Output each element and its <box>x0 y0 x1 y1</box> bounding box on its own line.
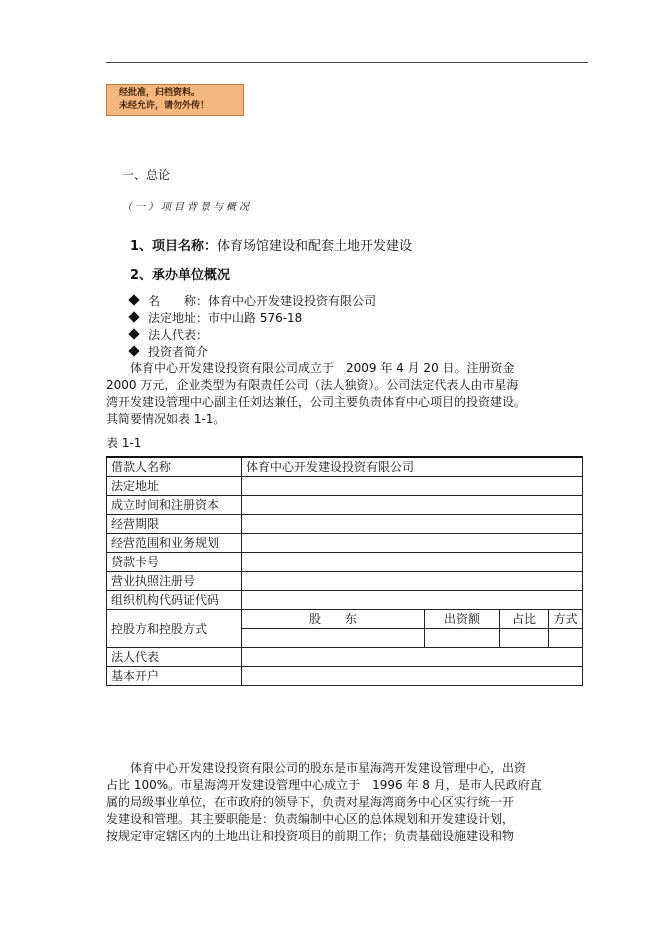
closing-paragraph <box>106 760 586 845</box>
table-row <box>107 648 583 667</box>
text-line: 发建设和管理。其主要职能是：负责编制中心区的总体规划和开发建设计划， <box>106 812 515 826</box>
table-row <box>107 515 583 534</box>
subtable-header: 方式 <box>549 610 583 629</box>
text-line: 按规定审定辖区内的土地出让和投资项目的前期工作；负责基础设施建设和物 <box>106 829 515 843</box>
row-value <box>242 496 583 515</box>
bullet-item <box>130 292 376 309</box>
bullet-text: 投资者简介 <box>148 345 209 359</box>
subtable-cell <box>500 629 549 648</box>
undertaker-label: 2、承办单位概况 <box>130 268 231 283</box>
bullet-item <box>130 343 208 360</box>
project-name-value: 体育场馆建设和配套土地开发建设 <box>217 239 413 254</box>
intro-paragraph <box>106 360 586 428</box>
text-line: 湾开发建设管理中心副主任刘达兼任，公司主要负责体育中心项目的投资建设。 <box>106 395 527 409</box>
row-label: 经营范围和业务规划 <box>107 534 242 553</box>
diamond-bullet-icon <box>128 294 139 305</box>
project-name-label: 1、项目名称： <box>130 239 218 254</box>
header-rule <box>106 62 588 63</box>
subtable-cell <box>242 629 425 648</box>
row-value <box>242 534 583 553</box>
table-row <box>107 572 583 591</box>
row-label: 营业执照注册号 <box>107 572 242 591</box>
row-value <box>242 553 583 572</box>
row-value <box>242 515 583 534</box>
subtable-header: 占比 <box>500 610 549 629</box>
bullet-text: 法定地址：市中山路 576-18 <box>148 311 303 325</box>
text-line: 2000 万元，企业类型为有限责任公司（法人独资）。公司法定代表人由市星海 <box>106 378 519 392</box>
company-info-table <box>106 456 583 686</box>
project-name-line <box>130 235 412 254</box>
bullet-text: 法人代表： <box>148 328 209 342</box>
row-label: 成立时间和注册资本 <box>107 496 242 515</box>
table-row <box>107 457 583 477</box>
text-line: 占比 100%。市星海湾开发建设管理中心成立于 1996 年 8 月，是市人民政府直 <box>106 778 542 792</box>
row-value <box>242 648 583 667</box>
shareholder-subtable <box>242 610 582 647</box>
row-value: 体育中心开发建设投资有限公司 <box>242 457 583 477</box>
row-label: 贷款卡号 <box>107 553 242 572</box>
stamp-line-1: 经批准，归档资料。 <box>119 88 201 98</box>
diamond-bullet-icon <box>128 311 139 322</box>
subtable-header: 出资额 <box>425 610 500 629</box>
control-row <box>107 610 583 648</box>
stamp-line-2: 未经允许，请勿外传！ <box>119 101 210 111</box>
table-row <box>107 553 583 572</box>
table-row <box>107 591 583 610</box>
diamond-bullet-icon <box>128 328 139 339</box>
table-caption: 表 1-1 <box>106 436 142 450</box>
confidential-stamp <box>106 84 244 116</box>
row-label: 组织机构代码证代码 <box>107 591 242 610</box>
table-row <box>107 667 583 686</box>
section-heading: 一、总论 <box>122 168 171 182</box>
text-line: 体育中心开发建设投资有限公司的股东是市星海湾开发建设管理中心，出资 <box>130 761 527 775</box>
row-label: 控股方和控股方式 <box>107 610 242 648</box>
subtable-header: 股 东 <box>242 610 425 629</box>
subtable-cell <box>549 629 583 648</box>
row-value <box>242 667 583 686</box>
row-label: 借款人名称 <box>107 457 242 477</box>
row-label: 法定地址 <box>107 477 242 496</box>
diamond-bullet-icon <box>128 345 139 356</box>
subsection-heading: （一）项目背景与概况 <box>122 202 252 213</box>
row-label: 法人代表 <box>107 648 242 667</box>
table-row <box>107 534 583 553</box>
text-line: 属的局级事业单位，在市政府的领导下，负责对星海湾商务中心区实行统一开 <box>106 795 515 809</box>
subtable-cell <box>425 629 500 648</box>
text-line: 其简要情况如表 1-1。 <box>106 412 226 426</box>
row-label: 经营期限 <box>107 515 242 534</box>
bullet-item <box>130 326 208 343</box>
row-label: 基本开户 <box>107 667 242 686</box>
control-subtable-cell <box>242 610 583 648</box>
bullet-item <box>130 309 302 326</box>
undertaker-heading <box>130 264 230 283</box>
row-value <box>242 477 583 496</box>
table-row <box>107 477 583 496</box>
subtable-row <box>242 629 582 648</box>
text-line: 体育中心开发建设投资有限公司成立于 2009 年 4 月 20 日。注册资金 <box>130 361 515 375</box>
table-row <box>107 496 583 515</box>
subtable-header-row <box>242 610 582 629</box>
row-value <box>242 572 583 591</box>
bullet-text: 名 称：体育中心开发建设投资有限公司 <box>148 294 377 308</box>
row-value <box>242 591 583 610</box>
